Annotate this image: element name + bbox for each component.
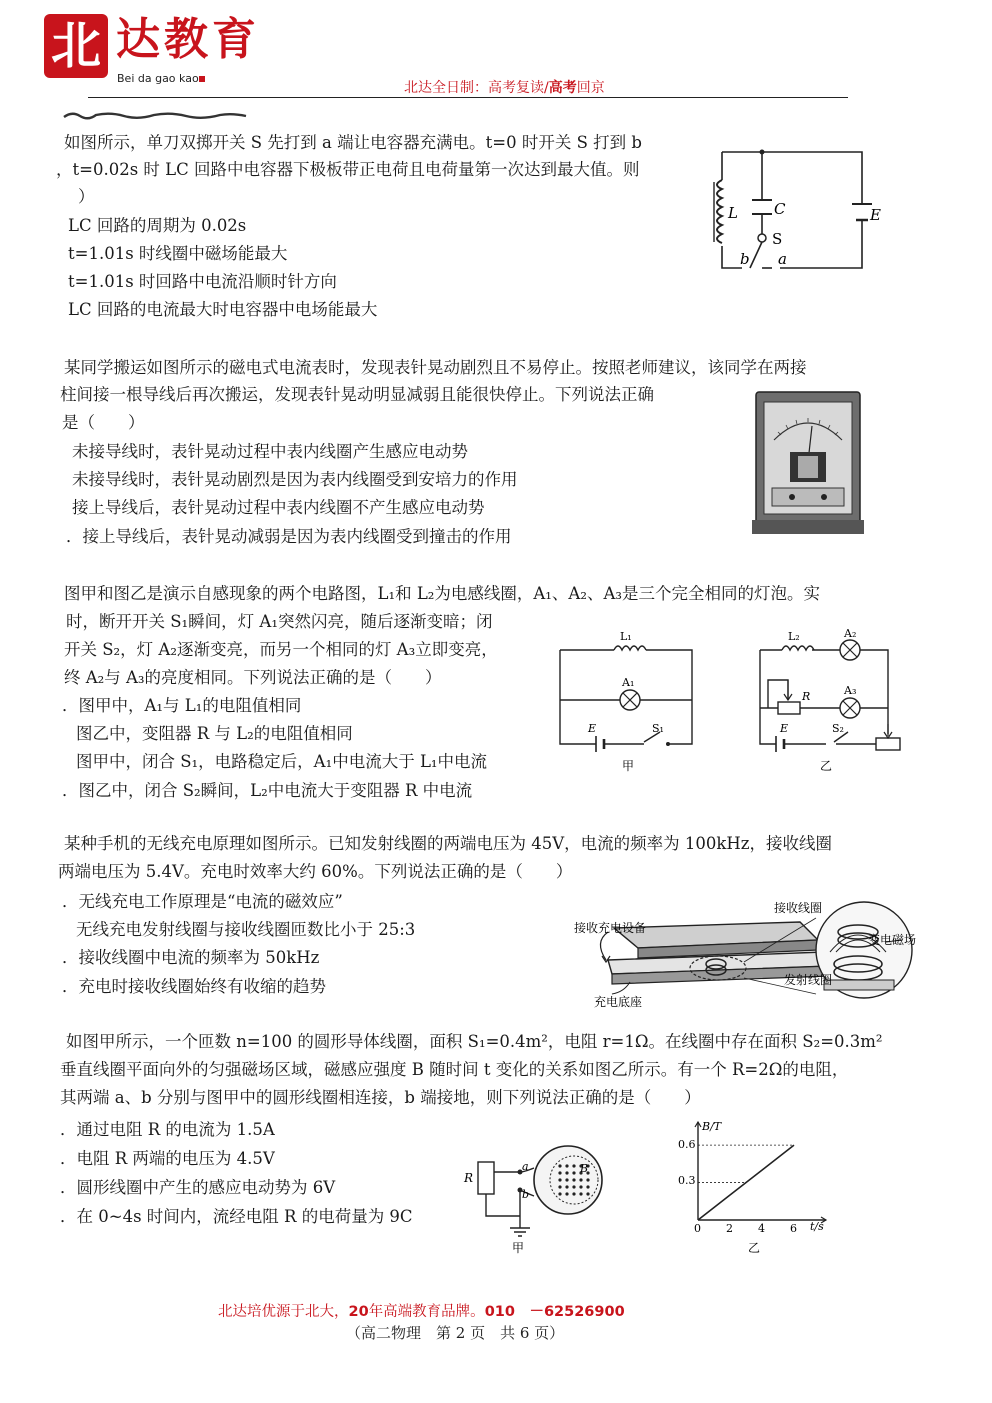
- label-receiver-coil: 接收线圈: [774, 901, 823, 915]
- slogan-text-2: 回京: [576, 80, 605, 96]
- q1-stem-2: ，t=0.02s 时 LC 回路中电容器下极板带正电荷且电荷量第一次达到最大值。则: [56, 160, 640, 179]
- q3-stem-3: 开关 S₂，灯 A₂逐渐变亮，而另一个相同的灯 A₃立即变亮，: [64, 640, 498, 659]
- field-dot: [586, 1185, 589, 1188]
- field-dot: [558, 1164, 561, 1167]
- field-dot: [565, 1185, 568, 1188]
- q3-option-b: 图乙中，变阻器 R 与 L₂的电阻值相同: [76, 724, 353, 743]
- yi-caption: 乙: [820, 759, 833, 773]
- q3-option-d: ．图乙中，闭合 S₂瞬间，L₂中电流大于变阻器 R 中电流: [62, 781, 473, 800]
- slogan-text-1: 北达全日制：高考复读/: [404, 80, 549, 96]
- label-changing-field: 变电磁场: [868, 933, 917, 947]
- q1-stem-1: 如图所示，单刀双掷开关 S 先打到 a 端让电容器充满电。t=0 时开关 S 打到 b: [64, 133, 642, 152]
- q2-stem-2: 柱间接一根导线后再次搬运，发现表针晃动明显减弱且能很快停止。下列说法正确: [60, 385, 654, 404]
- field-dot: [558, 1178, 561, 1181]
- fig-label-L: L: [728, 204, 738, 222]
- field-dot: [572, 1178, 575, 1181]
- q1-lc-circuit-figure: [700, 142, 900, 278]
- yi-label-A2: A₂: [844, 628, 857, 640]
- bt-chart-area: [695, 1122, 826, 1223]
- fig-label-S: S: [772, 230, 783, 248]
- inductor-coil-icon: [717, 180, 722, 243]
- q2-option-c: 接上导线后，表针晃动过程中表内线圈不产生感应电动势: [72, 498, 485, 517]
- q5-option-d: ．在 0~4s 时间内，流经电阻 R 的电荷量为 9C: [60, 1207, 413, 1226]
- field-dot: [565, 1171, 568, 1174]
- graph-ytick-1: 0.3: [678, 1174, 696, 1187]
- field-dot: [558, 1185, 561, 1188]
- q1-stem-3: ）: [78, 187, 95, 206]
- q4-wireless-charging-figure: [568, 898, 952, 1010]
- footer-text-bold: 20: [348, 1304, 369, 1320]
- q2-stem-3: 是（ ）: [62, 413, 145, 432]
- q1-option-a: LC 回路的周期为 0.02s: [68, 216, 247, 235]
- footer-slogan: [218, 1300, 625, 1321]
- q5-yi-caption: 乙: [748, 1241, 761, 1255]
- header-rule: [88, 97, 848, 98]
- q4-option-c: ．接收线圈中电流的频率为 50kHz: [62, 948, 320, 967]
- q5-stem-1: 如图甲所示，一个匝数 n=100 的圆形导体线圈，面积 S₁=0.4m²，电阻 r=1Ω。在线圈中存在面积 S₂=0.3m²: [66, 1032, 883, 1051]
- q3-option-c: 图甲中，闭合 S₁，电路稳定后，A₁中电流大于 L₁中电流: [76, 752, 488, 771]
- scribble-mark: [60, 107, 250, 123]
- fig-label-C: C: [774, 200, 786, 218]
- q4-stem-1: 某种手机的无线充电原理如图所示。已知发射线圈的两端电压为 45V，电流的频率为 100kHz，接收线圈: [64, 834, 832, 853]
- q2-stem-1: 某同学搬运如图所示的磁电式电流表时，发现表针晃动剧烈且不易停止。按照老师建议，该同学在两接: [64, 358, 807, 377]
- graph-xtick-1: 2: [726, 1222, 733, 1235]
- field-dot: [565, 1164, 568, 1167]
- jia-label-S1: S₁: [652, 722, 664, 735]
- field-dot: [586, 1192, 589, 1195]
- yi-label-S2: S₂: [832, 722, 844, 735]
- field-dot: [572, 1164, 575, 1167]
- graph-xlabel: t/s: [810, 1220, 824, 1233]
- q3-stem-2: 时，断开开关 S₁瞬间，灯 A₁突然闪亮，随后逐渐变暗；闭: [66, 612, 493, 631]
- q3-circuit-yi: [752, 628, 912, 778]
- field-dot: [565, 1178, 568, 1181]
- q5-stem-2: 垂直线圈平面向外的匀强磁场区域，磁感应强度 B 随时间 t 变化的关系如图乙所示。有一个 R=2Ω的电阻，: [60, 1060, 849, 1079]
- brand-title: 达教育: [116, 14, 260, 65]
- brand-logo-char: 北: [51, 17, 101, 75]
- footer-phone: 010 －62526900: [484, 1304, 625, 1320]
- jia-label-a: a: [522, 1160, 529, 1173]
- q5-jia-caption: 甲: [512, 1241, 525, 1254]
- jia-label-R: R: [464, 1171, 474, 1185]
- header-slogan: [404, 77, 605, 97]
- graph-ylabel: B/T: [702, 1120, 722, 1133]
- jia-label-B: B: [580, 1162, 589, 1175]
- q5-stem-3: 其两端 a、b 分别与图甲中的圆形线圈相连接，b 端接地，则下列说法正确的是（ ）: [60, 1088, 701, 1107]
- graph-series-line: [698, 1145, 794, 1220]
- footer-text-1: 北达培优源于北大，: [218, 1304, 349, 1320]
- field-dot: [579, 1185, 582, 1188]
- field-dot: [579, 1192, 582, 1195]
- graph-xtick-0: 0: [694, 1222, 701, 1235]
- field-dot: [572, 1185, 575, 1188]
- field-dot: [572, 1171, 575, 1174]
- yi-label-A3: A₃: [844, 684, 857, 697]
- jia-label-E: E: [588, 722, 597, 735]
- label-charging-base: 充电底座: [594, 995, 643, 1009]
- graph-ytick-0: 0.6: [678, 1138, 696, 1151]
- switch-pivot: [758, 234, 766, 242]
- fig-label-a: a: [778, 250, 787, 268]
- graph-xtick-2: 4: [758, 1222, 765, 1235]
- field-dot: [586, 1178, 589, 1181]
- slogan-text-bold: 高考: [548, 80, 577, 96]
- page-number: （高二物理 第 2 页 共 6 页）: [346, 1324, 565, 1342]
- q5-b-t-graph: [672, 1116, 832, 1256]
- field-dot: [572, 1192, 575, 1195]
- jia-label-A1: A₁: [622, 676, 635, 689]
- q2-option-b: 未接导线时，表针晃动剧烈是因为表内线圈受到安培力的作用: [72, 470, 518, 489]
- q2-option-a: 未接导线时，表针晃动过程中表内线圈产生感应电动势: [72, 442, 468, 461]
- q4-option-b: 无线充电发射线圈与接收线圈匝数比小于 25:3: [76, 920, 416, 939]
- yi-label-R: R: [802, 690, 811, 703]
- brand-dot: [199, 76, 205, 82]
- yi-label-E: E: [780, 722, 789, 735]
- jia-label-b: b: [522, 1188, 530, 1201]
- q5-coil-circuit-jia: [458, 1132, 608, 1254]
- q3-circuit-jia: [556, 628, 706, 774]
- q5-option-c: ．圆形线圈中产生的感应电动势为 6V: [60, 1178, 336, 1197]
- field-dot: [579, 1178, 582, 1181]
- q1-option-b: t=1.01s 时线圈中磁场能最大: [68, 244, 288, 263]
- q2-option-d: ．接上导线后，表针晃动减弱是因为表内线圈受到撞击的作用: [66, 527, 512, 546]
- q3-stem-4: 终 A₂与 A₃的亮度相同。下列说法正确的是（ ）: [64, 668, 442, 687]
- label-transmitter-coil: 发射线圈: [784, 973, 833, 987]
- fig-label-b: b: [740, 250, 750, 268]
- jia-caption: 甲: [622, 759, 635, 773]
- q4-stem-2: 两端电压为 5.4V。充电时效率大约 60%。下列说法正确的是（ ）: [58, 862, 573, 881]
- q1-option-d: LC 回路的电流最大时电容器中电场能最大: [68, 300, 378, 319]
- jia-label-L1: L₁: [620, 630, 632, 643]
- brand-subtitle: Bei da gao kao: [117, 72, 199, 85]
- graph-xtick-3: 6: [790, 1222, 797, 1235]
- label-receiver-device: 接收充电设备: [574, 921, 647, 935]
- footer-text-2: 年高端教育品牌。: [368, 1304, 485, 1320]
- q4-option-d: ．充电时接收线圈始终有收缩的趋势: [62, 977, 326, 996]
- q5-option-a: ．通过电阻 R 的电流为 1.5A: [60, 1120, 275, 1139]
- q4-option-a: ．无线充电工作原理是“电流的磁效应”: [62, 892, 343, 911]
- field-dot: [558, 1171, 561, 1174]
- yi-label-L2: L₂: [788, 630, 800, 643]
- q5-option-b: ．电阻 R 两端的电压为 4.5V: [60, 1149, 275, 1168]
- brand-logo-box: [44, 14, 108, 78]
- q3-stem-1: 图甲和图乙是演示自感现象的两个电路图，L₁和 L₂为电感线圈，A₁、A₂、A₃是三个完全相同的灯泡。实: [64, 584, 820, 603]
- field-dot: [558, 1192, 561, 1195]
- fig-label-E: E: [870, 206, 881, 224]
- q3-option-a: ．图甲中，A₁与 L₁的电阻值相同: [62, 696, 302, 715]
- ammeter-photo-figure: [752, 388, 864, 536]
- field-dot: [565, 1192, 568, 1195]
- q1-option-c: t=1.01s 时回路中电流沿顺时针方向: [68, 272, 337, 291]
